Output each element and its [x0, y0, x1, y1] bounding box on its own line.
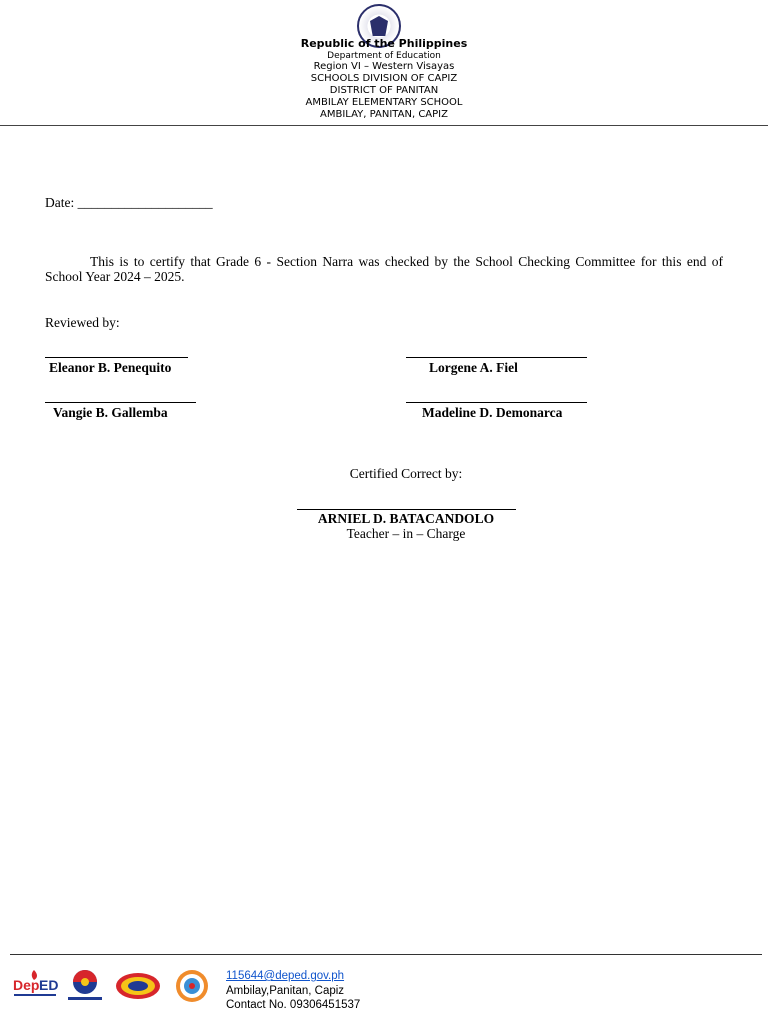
certified-by-label: Certified Correct by:: [349, 466, 463, 481]
contact-email-link[interactable]: 115644@deped.gov.ph: [226, 970, 345, 982]
bagong-pilipinas-logo-icon: [64, 968, 106, 1004]
certification-text: This is to certify that Grade 6 - Section Narra was checked by the School Checking Committee for this end of School Year 2024 – 2025.: [45, 254, 723, 284]
header-region: Region VI – Western Visayas: [313, 61, 455, 72]
header-address: AMBILAY, PANITAN, CAPIZ: [320, 109, 448, 120]
signature-line: [297, 509, 516, 510]
svg-text:Dep: Dep: [13, 977, 40, 993]
signatory-title: Teacher – in – Charge: [346, 526, 466, 541]
reviewer-name: Vangie B. Gallemba: [53, 405, 168, 420]
signature-line: [45, 357, 188, 358]
svg-text:ED: ED: [39, 977, 59, 993]
footer-address: Ambilay,Panitan, Capiz: [226, 985, 345, 997]
school-division-logo-icon: [114, 968, 162, 1004]
header-department: Department of Education: [327, 51, 441, 61]
header-divider: [0, 125, 768, 126]
reviewer-name: Madeline D. Demonarca: [422, 405, 563, 420]
signature-line: [406, 357, 587, 358]
deped-logo-icon: [12, 968, 60, 1004]
header-school: AMBILAY ELEMENTARY SCHOOL: [305, 97, 463, 108]
signature-line: [406, 402, 587, 403]
header-division: SCHOOLS DIVISION OF CAPIZ: [310, 73, 458, 84]
school-seal-icon: [174, 968, 210, 1004]
reviewer-name: Eleanor B. Penequito: [49, 360, 172, 375]
footer-contact: Contact No. 09306451537: [226, 999, 361, 1011]
date-label: Date: ____________________: [45, 195, 213, 210]
seal-shield-icon: [370, 16, 388, 36]
reviewed-by-label: Reviewed by:: [45, 315, 120, 330]
signatory-name: ARNIEL D. BATACANDOLO: [317, 511, 495, 526]
signature-line: [45, 402, 196, 403]
header-district: DISTRICT OF PANITAN: [329, 85, 439, 96]
reviewer-name: Lorgene A. Fiel: [429, 360, 518, 375]
header-republic: Republic of the Philippines: [300, 37, 468, 50]
footer-divider: [10, 954, 762, 955]
